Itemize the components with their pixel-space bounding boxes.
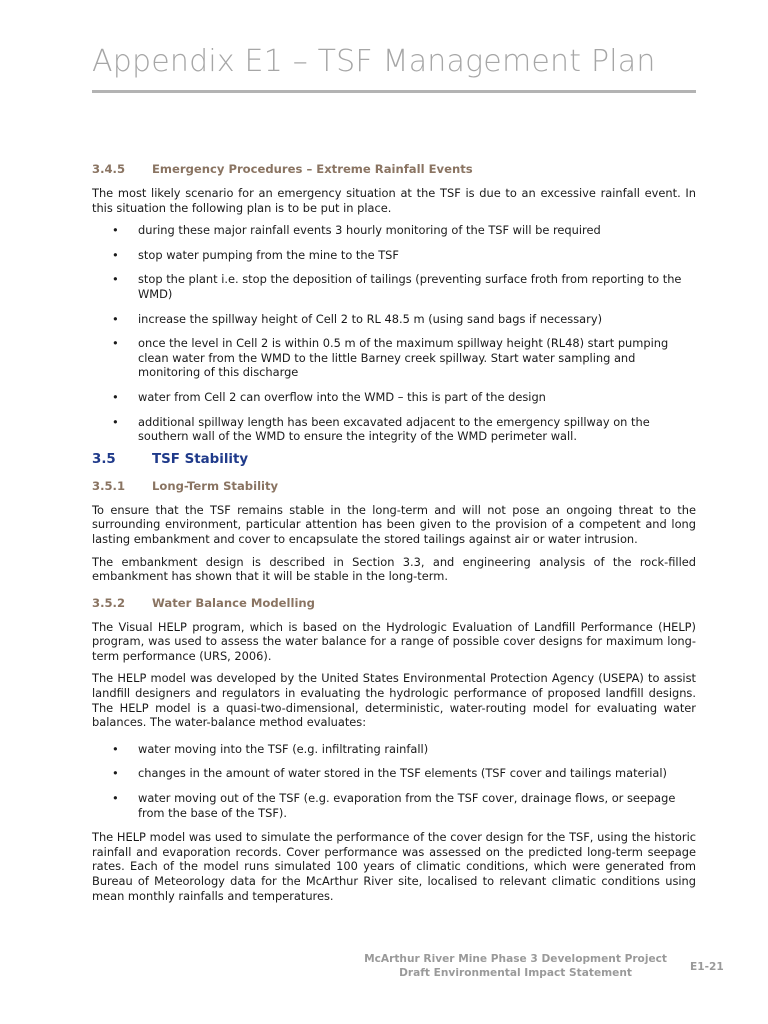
title-divider (92, 90, 696, 93)
bullet-list-emergency (92, 223, 696, 444)
paragraph: The HELP model was developed by the United States Environmental Protection Agency (USEPA) to assist landfill designers and regulators in evaluating the hydrologic performance of proposed landfill designs. The HELP model is a quasi-two-dimensional, deterministic, water-routing model for evaluating water balances. The water-balance method evaluates: (92, 671, 696, 730)
section-title: Long-Term Stability (152, 478, 279, 493)
paragraph: The embankment design is described in Section 3.3, and engineering analysis of the rock-filled embankment has shown that it will be stable in the long-term. (92, 554, 696, 584)
paragraph: The most likely scenario for an emergency situation at the TSF is due to an excessive rainfall event. In this situation the following plan is to be put in place. (92, 186, 696, 215)
section-heading-3-4-5 (92, 162, 696, 176)
page-title: Appendix E1 – TSF Management Plan (92, 44, 656, 79)
list-item: • stop the plant i.e. stop the deposition of tailings (preventing surface froth from reporting to the WMD) (92, 272, 696, 301)
body-content (92, 160, 696, 911)
list-item: • water from Cell 2 can overflow into the WMD – this is part of the design (92, 390, 696, 405)
section-heading-3-5-2 (92, 596, 696, 610)
section-number: 3.5.2 (92, 595, 126, 610)
section-number: 3.5.1 (92, 478, 126, 493)
footer-project-info (364, 952, 667, 980)
list-item: • once the level in Cell 2 is within 0.5 m of the maximum spillway height (RL48) start pumping clean water from the WMD to the little Barney creek spillway. Start water sampling and monitoring of this discharge (92, 336, 696, 380)
paragraph: To ensure that the TSF remains stable in the long-term and will not pose an ongoing threat to the surrounding environment, particular attention has been given to the provision of a competent and long lasting embankment and cover to encapsulate the stored tailings against air or water intrusion. (92, 502, 696, 546)
footer-line: McArthur River Mine Phase 3 Development Project (364, 953, 667, 965)
list-item: • increase the spillway height of Cell 2 to RL 48.5 m (using sand bags if necessary) (92, 312, 696, 327)
section-title: TSF Stability (152, 451, 249, 467)
section-number: 3.4.5 (92, 162, 126, 176)
list-item: • during these major rainfall events 3 hourly monitoring of the TSF will be required (92, 223, 696, 238)
section-title: Emergency Procedures – Extreme Rainfall Events (152, 162, 473, 176)
footer-line: Draft Environmental Impact Statement (399, 967, 632, 979)
section-heading-3-5-1 (92, 479, 696, 493)
list-item: • water moving out of the TSF (e.g. evaporation from the TSF cover, drainage flows, or seepage from the base of the TSF). (92, 791, 696, 820)
paragraph: The HELP model was used to simulate the performance of the cover design for the TSF, using the historic rainfall and evaporation records. Cover performance was assessed on the predicted long-term seepage rates. Each of the model runs simulated 100 years of climatic conditions, which were generated from Bureau of Meteorology data for the McArthur River site, localised to relevant climatic conditions using mean monthly rainfalls and temperatures. (92, 830, 696, 903)
list-item: • additional spillway length has been excavated adjacent to the emergency spillway on the southern wall of the WMD to ensure the integrity of the WMD perimeter wall. (92, 415, 696, 444)
list-item: • water moving into the TSF (e.g. infiltrating rainfall) (92, 742, 696, 757)
section-number: 3.5 (92, 451, 116, 467)
list-item: • stop water pumping from the mine to the TSF (92, 248, 696, 263)
page-number: E1-21 (690, 961, 724, 973)
section-title: Water Balance Modelling (152, 595, 315, 610)
section-heading-3-5 (92, 452, 696, 467)
list-item: • changes in the amount of water stored in the TSF elements (TSF cover and tailings material) (92, 766, 696, 781)
bullet-list-water-balance (92, 742, 696, 820)
paragraph: The Visual HELP program, which is based on the Hydrologic Evaluation of Landfill Performance (HELP) program, was used to assess the water balance for a range of possible cover designs for maximum long-term performance (URS, 2006). (92, 619, 696, 663)
